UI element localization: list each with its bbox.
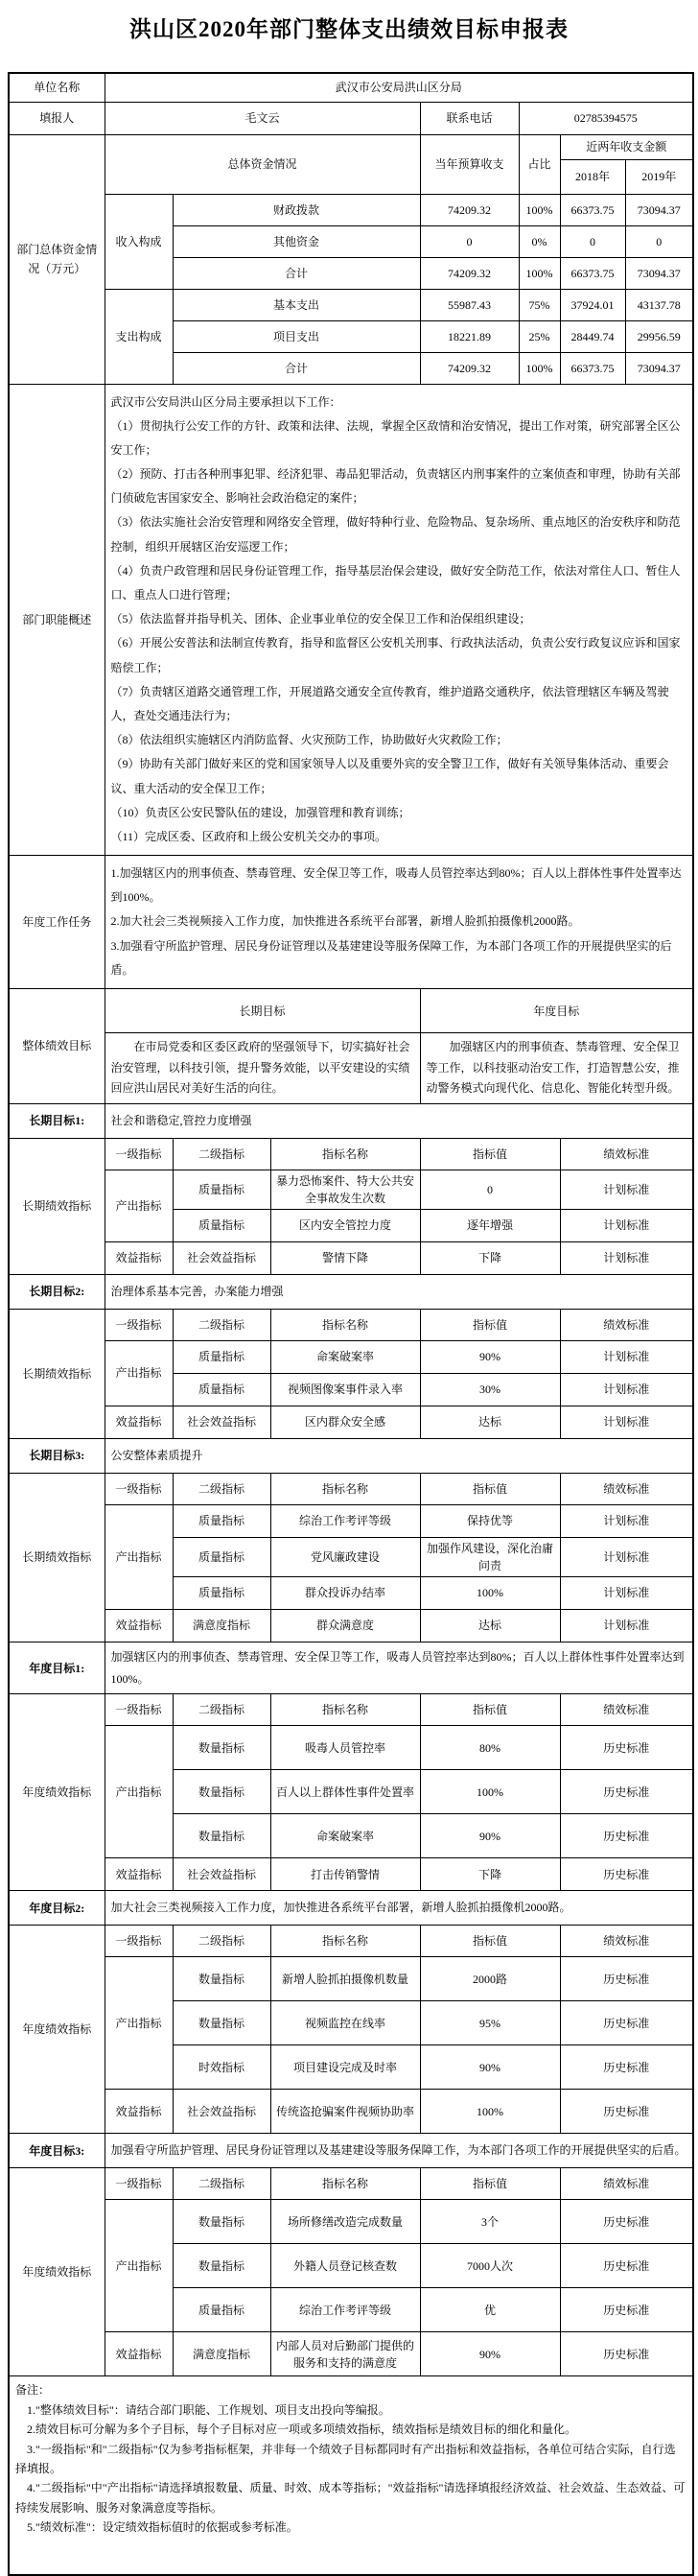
funding-budget-value: 55987.43 [420,289,519,320]
col-header-standard: 绩效标准 [560,1309,693,1340]
indicator-value: 下降 [420,1241,560,1274]
output-indicator-label: 产出指标 [105,1504,173,1609]
annual-tasks-label: 年度工作任务 [9,856,105,989]
indicator-name: 百人以上群体性事件处置率 [270,1770,420,1814]
indicator-name: 综治工作考评等级 [270,2288,420,2332]
col-header-level2: 二级指标 [173,1926,270,1957]
indicator-standard: 历史标准 [560,1814,693,1858]
col-header-name: 指标名称 [270,1309,420,1340]
indicator-standard: 历史标准 [560,2288,693,2332]
funding-ratio-value: 0% [519,225,560,257]
col-header-value: 指标值 [420,1926,560,1957]
funding-ratio-value: 100% [519,257,560,289]
funding-2019-value: 29956.59 [625,320,693,352]
indicator-standard: 历史标准 [560,2045,693,2090]
goal-title-row [9,2134,693,2168]
output-indicator-label: 产出指标 [105,1170,173,1241]
indicator-value: 优 [420,2288,560,2332]
indicator-row [9,1858,693,1891]
funding-item-name: 其他资金 [173,225,420,257]
indicator-section-label: 长期绩效指标 [9,1309,105,1438]
funding-2018-value: 66373.75 [560,352,625,384]
funding-budget-value: 18221.89 [420,320,519,352]
funding-item-name: 财政拨款 [173,194,420,225]
indicator-section-label: 长期绩效指标 [9,1473,105,1642]
funding-2018-value: 66373.75 [560,257,625,289]
indicator-value: 达标 [420,1406,560,1438]
col-header-level2: 二级指标 [173,1473,270,1504]
filler-label: 填报人 [9,102,105,134]
indicator-name: 场所修缮改造完成数量 [270,2200,420,2244]
functions-row [9,384,693,856]
funding-recent-header: 近两年收支金额 [560,134,693,159]
indicator-name: 综治工作考评等级 [270,1504,420,1537]
funding-budget-value: 0 [420,225,519,257]
indicator-standard: 计划标准 [560,1504,693,1537]
benefit-indicator-label: 效益指标 [105,1858,173,1891]
note-line: 5."绩效标准"：设定绩效指标值时的依据或参考标准。 [27,2520,298,2535]
indicator-name: 命案破案率 [270,1340,420,1373]
indicator-name: 党风廉政建设 [270,1537,420,1576]
benefit-indicator-label: 效益指标 [105,1406,173,1438]
indicator-level2: 数量指标 [173,1957,270,2001]
indicator-row [9,2200,693,2244]
col-header-name: 指标名称 [270,1926,420,1957]
funding-ratio-value: 100% [519,352,560,384]
notes-cell [9,2376,693,2575]
indicator-header-row [9,1138,693,1170]
col-header-standard: 绩效标准 [560,1473,693,1504]
output-indicator-label: 产出指标 [105,1340,173,1406]
document-page [0,12,698,2576]
functions-line: （8）依法组织实施辖区内消防监督、火灾预防工作，协助做好火灾救险工作； [110,733,508,747]
goal-label: 年度目标2: [9,1891,105,1926]
funding-2018-value: 66373.75 [560,194,625,225]
indicator-row [9,1504,693,1537]
indicator-standard: 计划标准 [560,1609,693,1642]
funding-2019-value: 73094.37 [625,352,693,384]
indicator-name: 打击传销警情 [270,1858,420,1891]
functions-line: （7）负责辖区道路交通管理工作，开展道路交通安全宣传教育，维护道路交通秩序，依法管理辖区车辆及驾驶人，查处交通违法行为； [110,684,669,722]
funding-year2-header: 2019年 [625,159,693,194]
indicator-standard: 历史标准 [560,2332,693,2376]
note-line: 1."整体绩效目标"：请结合部门职能、工作规划、项目支出投向等编报。 [27,2402,390,2417]
indicator-name: 暴力恐怖案件、特大公共安全事故发生次数 [270,1170,420,1209]
indicator-row [9,2090,693,2134]
indicator-name: 视频图像案事件录入率 [270,1373,420,1406]
col-header-level2: 二级指标 [173,1138,270,1170]
declaration-table [8,72,694,2576]
funding-item-name: 合计 [173,257,420,289]
annual-goal-text: 加强辖区内的刑事侦查、禁毒管理、安全保卫等工作，以科技驱动治安工作，打造智慧公安，推动警务模式向现代化、信息化、智能化转型升级。 [420,1033,693,1104]
expense-group-label: 支出构成 [105,289,173,384]
annual-tasks-text [105,856,693,989]
annual-tasks-row [9,856,693,989]
funding-year1-header: 2018年 [560,159,625,194]
page-title: 洪山区2020年部门整体支出绩效目标申报表 [129,17,569,41]
funding-budget-value: 74209.32 [420,257,519,289]
indicator-value: 90% [420,2332,560,2376]
indicator-name: 区内群众安全感 [270,1406,420,1438]
benefit-indicator-label: 效益指标 [105,1241,173,1274]
note-line: 3."一级指标"和"二级指标"仅为参考指标框架，并非每一个绩效子目标都同时有产出指标和效益指标，各单位可结合实际，自行选择填报。 [15,2442,676,2475]
unit-name-value: 武汉市公安局洪山区分局 [105,73,693,102]
indicator-name: 外籍人员登记核查数 [270,2244,420,2288]
indicator-level2: 质量指标 [173,1170,270,1209]
income-group-label: 收入构成 [105,194,173,289]
indicator-value: 100% [420,1770,560,1814]
funding-2018-value: 0 [560,225,625,257]
indicator-standard: 历史标准 [560,1858,693,1891]
annual-task-line: 1.加强辖区内的刑事侦查、禁毒管理、安全保卫等工作，吸毒人员管控率达到80%；百人以上群体性事件处置率达到100%。 [110,866,682,905]
functions-line: （4）负责户政管理和居民身份证管理工作，指导基层治保会建设，做好安全防范工作，依法对常住人口、暂住人口、重点人口进行管理； [110,563,681,602]
functions-line: （1）贯彻执行公安工作的方针、政策和法律、法规，掌握全区敌情和治安情况，提出工作对策，研究部署全区公安工作； [110,418,681,457]
overall-goal-content-row [9,1033,693,1104]
indicator-standard: 历史标准 [560,2090,693,2134]
indicator-value: 0 [420,1170,560,1209]
indicator-level2: 质量指标 [173,1209,270,1241]
funding-2018-value: 28449.74 [560,320,625,352]
indicator-value: 7000人次 [420,2244,560,2288]
funding-2019-value: 73094.37 [625,257,693,289]
indicator-value: 100% [420,1576,560,1609]
col-header-level1: 一级指标 [105,1138,173,1170]
indicator-value: 90% [420,1814,560,1858]
goal-label: 年度目标3: [9,2134,105,2168]
indicator-value: 3个 [420,2200,560,2244]
col-header-standard: 绩效标准 [560,2168,693,2200]
indicator-level2: 满意度指标 [173,2332,270,2376]
col-header-level1: 一级指标 [105,1926,173,1957]
goal-desc: 公安整体素质提升 [105,1438,693,1473]
filler-value: 毛文云 [105,102,420,134]
indicator-name: 群众投诉办结率 [270,1576,420,1609]
funding-row [9,194,693,225]
indicator-level2: 数量指标 [173,2244,270,2288]
indicator-value: 80% [420,1726,560,1770]
col-header-standard: 绩效标准 [560,1138,693,1170]
goal-desc: 治理体系基本完善，办案能力增强 [105,1274,693,1309]
goal-title-row [9,1642,693,1694]
goal-desc: 社会和谐稳定,管控力度增强 [105,1103,693,1138]
indicator-level2: 数量指标 [173,1814,270,1858]
funding-item-name: 合计 [173,352,420,384]
functions-line: （10）负责区公安民警队伍的建设，加强管理和教育训练； [110,805,410,819]
indicator-value: 达标 [420,1609,560,1642]
indicator-standard: 计划标准 [560,1209,693,1241]
annual-task-line: 2.加大社会三类视频接入工作力度，加快推进各系统平台部署，新增人脸抓拍摄像机2000路。 [110,914,580,929]
indicator-level2: 质量指标 [173,1504,270,1537]
indicator-value: 30% [420,1373,560,1406]
goal-title-row [9,1891,693,1926]
indicator-row [9,1241,693,1274]
indicator-name: 项目建设完成及时率 [270,2045,420,2090]
functions-label: 部门职能概述 [9,384,105,856]
indicator-standard: 计划标准 [560,1241,693,1274]
col-header-level1: 一级指标 [105,1473,173,1504]
phone-value: 02785394575 [519,102,693,134]
goal-label: 长期目标2: [9,1274,105,1309]
col-header-level1: 一级指标 [105,2168,173,2200]
col-header-level2: 二级指标 [173,2168,270,2200]
col-header-value: 指标值 [420,1473,560,1504]
indicator-name: 新增人脸抓拍摄像机数量 [270,1957,420,2001]
long-term-goal-header: 长期目标 [105,989,420,1033]
indicator-standard: 计划标准 [560,1170,693,1209]
benefit-indicator-label: 效益指标 [105,2090,173,2134]
annual-task-line: 3.加强看守所监护管理、居民身份证管理以及基建建设等服务保障工作，为本部门各项工作的开展提供坚实的后盾。 [110,938,672,977]
indicator-name: 区内安全管控力度 [270,1209,420,1241]
indicator-row [9,2332,693,2376]
indicator-level2: 质量指标 [173,1340,270,1373]
indicator-header-row [9,2168,693,2200]
col-header-name: 指标名称 [270,1138,420,1170]
indicator-row [9,1957,693,2001]
indicator-name: 内部人员对后勤部门提供的服务和支持的满意度 [270,2332,420,2376]
indicator-standard: 计划标准 [560,1406,693,1438]
funding-2019-value: 73094.37 [625,194,693,225]
title-gap [0,43,698,72]
indicator-header-row [9,1473,693,1504]
col-header-level1: 一级指标 [105,1694,173,1726]
indicator-section-label: 年度绩效指标 [9,2168,105,2376]
indicator-level2: 质量指标 [173,1576,270,1609]
output-indicator-label: 产出指标 [105,1957,173,2090]
funding-ratio-value: 25% [519,320,560,352]
indicator-name: 吸毒人员管控率 [270,1726,420,1770]
col-header-name: 指标名称 [270,2168,420,2200]
indicator-value: 下降 [420,1858,560,1891]
col-header-level2: 二级指标 [173,1309,270,1340]
notes-row [9,2376,693,2575]
funding-ratio-header: 占比 [519,134,560,194]
goal-label: 长期目标1: [9,1103,105,1138]
indicator-level2: 质量指标 [173,1537,270,1576]
indicator-level2: 社会效益指标 [173,1241,270,1274]
indicator-name: 传统盗抢骗案件视频协助率 [270,2090,420,2134]
indicator-name: 群众满意度 [270,1609,420,1642]
col-header-value: 指标值 [420,2168,560,2200]
col-header-value: 指标值 [420,1309,560,1340]
goal-label: 长期目标3: [9,1438,105,1473]
benefit-indicator-label: 效益指标 [105,1609,173,1642]
indicator-header-row [9,1694,693,1726]
overall-goal-header-row [9,989,693,1033]
phone-label: 联系电话 [420,102,519,134]
unit-name-label: 单位名称 [9,73,105,102]
funding-item-name: 项目支出 [173,320,420,352]
indicator-level2: 时效指标 [173,2045,270,2090]
indicator-standard: 计划标准 [560,1576,693,1609]
indicator-row [9,1609,693,1642]
indicator-value: 100% [420,2090,560,2134]
benefit-indicator-label: 效益指标 [105,2332,173,2376]
indicator-level2: 质量指标 [173,1373,270,1406]
funding-2019-value: 43137.78 [625,289,693,320]
col-header-standard: 绩效标准 [560,1694,693,1726]
indicator-row [9,1406,693,1438]
indicator-standard: 历史标准 [560,1957,693,2001]
col-header-value: 指标值 [420,1138,560,1170]
output-indicator-label: 产出指标 [105,2200,173,2332]
funding-budget-header: 当年预算收支 [420,134,519,194]
goal-title-row [9,1103,693,1138]
funding-item-name: 基本支出 [173,289,420,320]
funding-row [9,289,693,320]
functions-text [105,384,693,856]
indicator-value: 90% [420,1340,560,1373]
indicator-standard: 历史标准 [560,1726,693,1770]
table-row [9,102,693,134]
annual-goal-header: 年度目标 [420,989,693,1033]
functions-line: （11）完成区委、区政府和上级公安机关交办的事项。 [110,829,387,843]
col-header-value: 指标值 [420,1694,560,1726]
functions-line: （2）预防、打击各种刑事犯罪、经济犯罪、毒品犯罪活动，负责辖区内刑事案件的立案侦查和审理，协助有关部门侦破危害国家安全、影响社会政治稳定的案件； [110,467,681,506]
indicator-standard: 历史标准 [560,2244,693,2288]
long-term-goal-text: 在市局党委和区委区政府的坚强领导下，切实搞好社会治安管理，以科技引领，提升警务效能，以平安建设的实绩回应洪山居民对美好生活的向往。 [105,1033,420,1104]
funding-overview-header: 总体资金情况 [105,134,420,194]
overall-goal-label: 整体绩效目标 [9,989,105,1104]
goal-desc: 加强看守所监护管理、居民身份证管理以及基建建设等服务保障工作，为本部门各项工作的开展提供坚实的后盾。 [105,2134,693,2168]
col-header-name: 指标名称 [270,1694,420,1726]
indicator-name: 命案破案率 [270,1814,420,1858]
indicator-level2: 数量指标 [173,1770,270,1814]
col-header-level1: 一级指标 [105,1309,173,1340]
functions-line: 武汉市公安局洪山区分局主要承担以下工作： [110,394,341,409]
functions-line: （5）依法监督并指导机关、团体、企业事业单位的安全保卫工作和治保组织建设； [110,612,531,626]
indicator-standard: 计划标准 [560,1340,693,1373]
col-header-standard: 绩效标准 [560,1926,693,1957]
functions-line: （9）协助有关部门做好来区的党和国家领导人以及重要外宾的安全警卫工作，做好有关领导集体活动、重要会议、重大活动的安全保卫工作； [110,757,669,795]
indicator-name: 视频监控在线率 [270,2001,420,2045]
indicator-value: 95% [420,2001,560,2045]
funding-2019-value: 0 [625,225,693,257]
funding-budget-value: 74209.32 [420,352,519,384]
indicator-value: 保持优等 [420,1504,560,1537]
funding-budget-value: 74209.32 [420,194,519,225]
indicator-standard: 历史标准 [560,1770,693,1814]
funding-header-row [9,134,693,159]
output-indicator-label: 产出指标 [105,1726,173,1858]
goal-title-row [9,1438,693,1473]
goal-label: 年度目标1: [9,1642,105,1694]
note-line: 4."二级指标"中"产出指标"请选择填报数量、质量、时效、成本等指标；"效益指标"请选择填报经济效益、社会效益、生态效益、可持续发展影响、服务对象满意度等指标。 [15,2481,686,2515]
goal-desc: 加大社会三类视频接入工作力度，加快推进各系统平台部署，新增人脸抓拍摄像机2000路。 [105,1891,693,1926]
goal-desc: 加强辖区内的刑事侦查、禁毒管理、安全保卫等工作，吸毒人员管控率达到80%；百人以上群体性事件处置率达到100%。 [105,1642,693,1694]
indicator-header-row [9,1309,693,1340]
indicator-level2: 社会效益指标 [173,2090,270,2134]
indicator-level2: 质量指标 [173,2288,270,2332]
indicator-section-label: 长期绩效指标 [9,1138,105,1274]
functions-line: （6）开展公安普法和法制宣传教育，指导和监督区公安机关刑事、行政执法活动，负责公安行政复议应诉和国家赔偿工作； [110,636,681,674]
indicator-value: 加强作风建设，深化治庸问责 [420,1537,560,1576]
indicator-level2: 满意度指标 [173,1609,270,1642]
indicator-header-row [9,1926,693,1957]
indicator-section-label: 年度绩效指标 [9,1694,105,1891]
indicator-value: 逐年增强 [420,1209,560,1241]
indicator-row [9,1170,693,1209]
indicator-level2: 社会效益指标 [173,1406,270,1438]
indicator-row [9,1726,693,1770]
indicator-standard: 计划标准 [560,1373,693,1406]
indicator-level2: 数量指标 [173,1726,270,1770]
funding-2018-value: 37924.01 [560,289,625,320]
goal-title-row [9,1274,693,1309]
indicator-section-label: 年度绩效指标 [9,1926,105,2134]
notes-title: 备注： [15,2383,51,2398]
indicator-value: 2000路 [420,1957,560,2001]
indicator-level2: 社会效益指标 [173,1858,270,1891]
indicator-standard: 历史标准 [560,2200,693,2244]
indicator-name: 警情下降 [270,1241,420,1274]
note-line: 2.绩效目标可分解为多个子目标，每个子目标对应一项或多项绩效指标，绩效指标是绩效目标的细化和量化。 [27,2422,577,2437]
col-header-name: 指标名称 [270,1473,420,1504]
indicator-standard: 历史标准 [560,2001,693,2045]
functions-line: （3）依法实施社会治安管理和网络安全管理，做好特种行业、危险物品、复杂场所、重点地区的治安秩序和防范控制，组织开展辖区治安巡逻工作； [110,515,681,554]
col-header-level2: 二级指标 [173,1694,270,1726]
funding-section-label: 部门总体资金情况（万元） [9,134,105,384]
table-row [9,73,693,102]
indicator-value: 90% [420,2045,560,2090]
indicator-level2: 数量指标 [173,2001,270,2045]
indicator-row [9,1340,693,1373]
notes-bottom-spacer [15,2538,686,2570]
indicator-level2: 数量指标 [173,2200,270,2244]
funding-ratio-value: 75% [519,289,560,320]
indicator-standard: 计划标准 [560,1537,693,1576]
funding-ratio-value: 100% [519,194,560,225]
